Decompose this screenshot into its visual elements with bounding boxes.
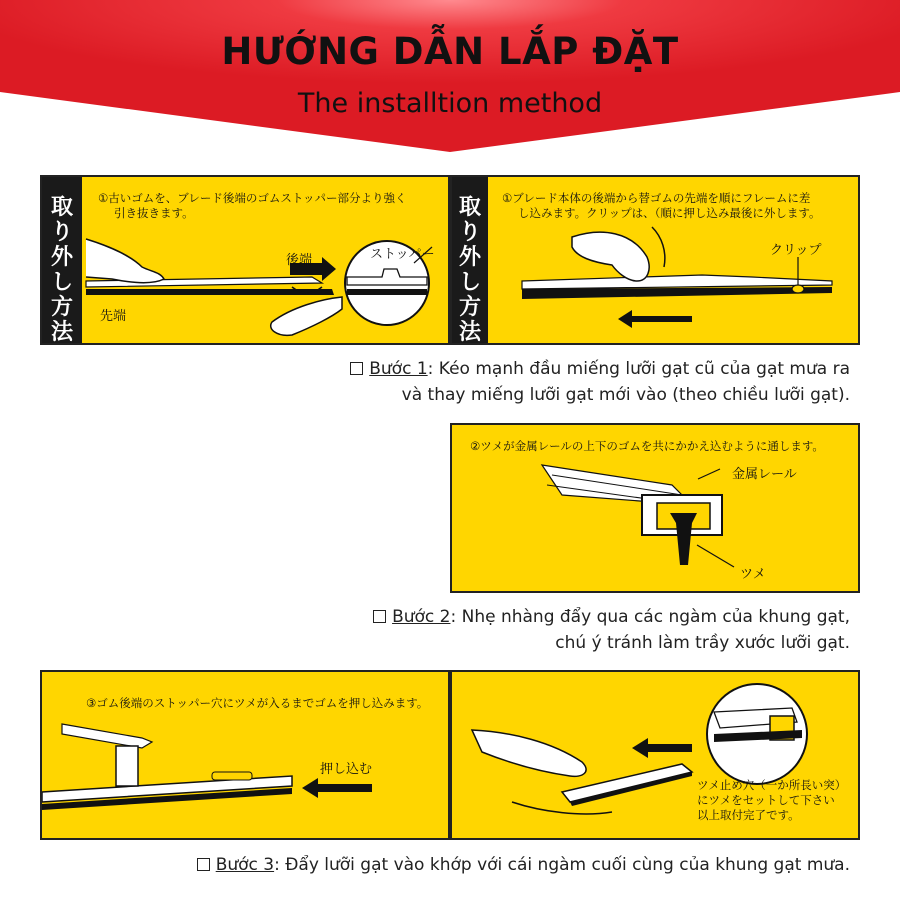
- label-clip: クリップ: [770, 243, 822, 258]
- step-2-line-1: : Nhẹ nhàng đẩy qua các ngàm của khung gạt,: [450, 607, 850, 627]
- removal-panel-left: [40, 175, 450, 345]
- page-title: HƯỚNG DẪN LẮP ĐẶT: [221, 30, 679, 73]
- claw-panel: [450, 423, 860, 593]
- label-push-in: 押し込む: [320, 762, 373, 777]
- step-3-line-1: : Đẩy lưỡi gạt vào khớp với cái ngàm cuối cùng của khung gạt mưa.: [274, 855, 850, 875]
- insert-illustration: [452, 177, 860, 345]
- label-front-end: 先端: [100, 309, 127, 324]
- step-1-line-1: : Kéo mạnh đầu miếng lưỡi gạt cũ của gạt mưa ra: [427, 359, 850, 379]
- step-2-label: Bước 2: [392, 607, 451, 627]
- removal-panel-right: [450, 175, 860, 345]
- stopper-note: ツメ止め穴（一か所長い突） にツメをセットして下さい 以上取付完了です。: [697, 778, 847, 822]
- removal-method-sidebar: 取 り 外 し 方 法: [42, 177, 82, 343]
- step-1-label: Bước 1: [369, 359, 428, 379]
- step-2-line-2: chú ý tránh làm trầy xước lưỡi gạt.: [555, 633, 850, 653]
- checkbox-icon: [373, 610, 386, 623]
- checkbox-icon: [350, 362, 363, 375]
- removal-instruction: ①古いゴムを、ブレード後端のゴムストッパー部分より強く 引き抜きます。: [98, 191, 407, 220]
- insert-instruction: ①ブレード本体の後端から替ゴムの先端を順にフレームに差 し込みます。クリップは、（順に押し込み最後に外します。: [502, 191, 821, 220]
- checkbox-icon: [197, 858, 210, 871]
- claw-instruction: ②ツメが金属レールの上下のゴムを共にかかえ込むように通します。: [470, 439, 824, 453]
- label-metal-rail: 金属レール: [732, 467, 797, 482]
- step-3-text: [197, 852, 850, 878]
- header-banner: [0, 0, 900, 152]
- step-1-line-2: và thay miếng lưỡi gạt mới vào (theo chiều lưỡi gạt).: [401, 385, 850, 405]
- step-3-label: Bước 3: [215, 855, 275, 875]
- step-1-text: [350, 356, 850, 408]
- label-stopper: ストッパー: [370, 247, 435, 262]
- claw-illustration: [452, 425, 860, 593]
- step-2-text: [373, 604, 850, 656]
- push-in-instruction: ③ゴム後端のストッパー穴にツメが入るまでゴムを押し込みます。: [86, 696, 429, 710]
- push-in-panel-right: [450, 670, 860, 840]
- removal-method-sidebar-2: 取 り 外 し 方 法: [452, 177, 488, 343]
- label-claw: ツメ: [740, 567, 766, 582]
- label-rear-end: 後端: [286, 253, 313, 268]
- push-in-panel-left: [40, 670, 450, 840]
- page-subtitle: The installtion method: [297, 88, 603, 119]
- push-in-illustration: [42, 672, 450, 840]
